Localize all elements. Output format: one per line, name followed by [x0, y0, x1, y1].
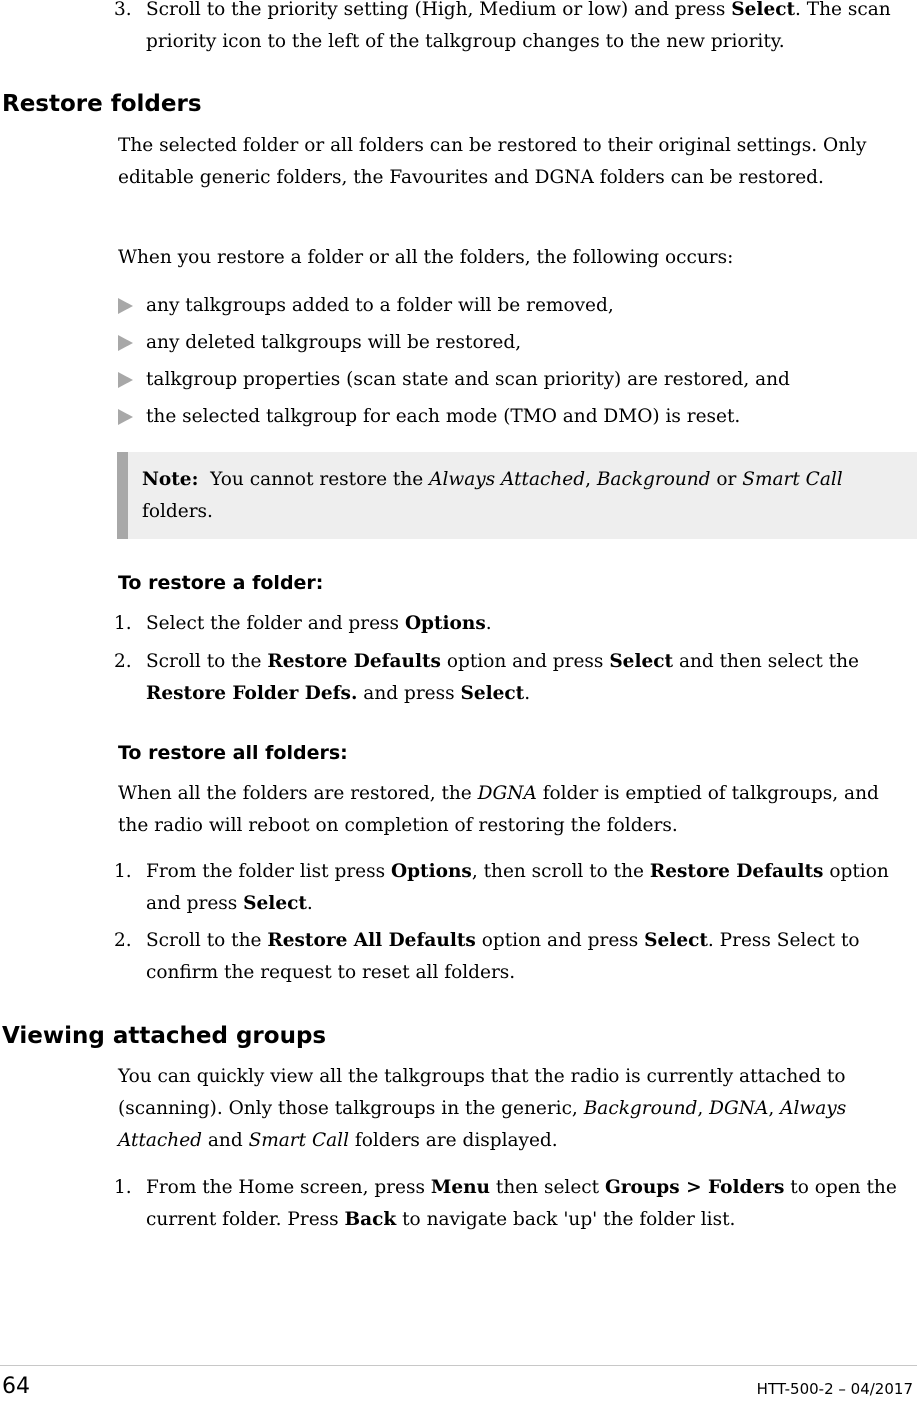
- bullet-item: talkgroup properties (scan state and scan priority) are restored, and: [118, 364, 908, 396]
- bullet-triangle-icon: [118, 409, 133, 425]
- viewing-attached-groups-heading: Viewing attached groups: [2, 1023, 327, 1049]
- restore-all-step-2: [114, 925, 908, 989]
- viewing-step-1: [114, 1172, 908, 1236]
- step-text: From the folder list press Options, then scroll to the Restore Defaults option and press Select.: [146, 861, 889, 914]
- step-number: 2.: [114, 930, 132, 951]
- step-text: Scroll to the Restore All Defaults option and press Select. Press Select to confirm the request to reset all folders.: [146, 930, 860, 983]
- bullet-item: any deleted talkgroups will be restored,: [118, 327, 908, 359]
- restore-all-heading: To restore all folders:: [118, 742, 348, 764]
- step-text: Select the folder and press Options.: [146, 613, 492, 634]
- viewing-paragraph: You can quickly view all the talkgroups that the radio is currently attached to (scanning). Only those talkgroups in the generic, Background, DGNA, Always Attached and Smart Call folders are displayed.: [118, 1066, 847, 1151]
- bullet-item: any talkgroups added to a folder will be removed,: [118, 290, 908, 322]
- step-text: Scroll to the Restore Defaults option and press Select and then select the Restore Folder Defs. and press Select.: [146, 651, 859, 704]
- restore-all-paragraph: When all the folders are restored, the DGNA folder is emptied of talkgroups, and the radio will reboot on completion of restoring the folders.: [118, 783, 879, 836]
- step-number: 1.: [114, 1177, 132, 1198]
- intro-step: [114, 0, 908, 58]
- step-number: 2.: [114, 651, 132, 672]
- step-number: 1.: [114, 613, 132, 634]
- document-id: HTT-500-2 – 04/2017: [756, 1380, 913, 1398]
- bullet-triangle-icon: [118, 298, 133, 314]
- step-number: 1.: [114, 861, 132, 882]
- bullet-item: the selected talkgroup for each mode (TMO and DMO) is reset.: [118, 401, 908, 433]
- restore-occurs-paragraph: When you restore a folder or all the folders, the following occurs:: [118, 247, 734, 268]
- restore-folder-heading: To restore a folder:: [118, 572, 324, 594]
- page-number: 64: [2, 1374, 30, 1399]
- note-box: Note: You cannot restore the Always Attached, Background or Smart Call folders.: [117, 452, 917, 539]
- bullet-triangle-icon: [118, 372, 133, 388]
- note-label: Note:: [142, 469, 199, 490]
- restore-intro-paragraph: The selected folder or all folders can be restored to their original settings. Only editable generic folders, the Favourites and DGNA folders can be restored.: [118, 135, 867, 188]
- step-text: From the Home screen, press Menu then select Groups > Folders to open the current folder. Press Back to navigate back 'up' the folder list.: [146, 1177, 897, 1230]
- step-text: Scroll to the priority setting (High, Medium or low) and press Select. The scan priority icon to the left of the talkgroup changes to the new priority.: [146, 0, 891, 52]
- restore-folder-step-2: [114, 646, 908, 710]
- footer-divider: [0, 1365, 917, 1366]
- bullet-triangle-icon: [118, 335, 133, 351]
- restore-folder-step-1: [114, 608, 908, 640]
- restore-all-step-1: [114, 856, 908, 920]
- restore-folders-heading: Restore folders: [2, 91, 202, 117]
- step-number: 3.: [114, 0, 132, 20]
